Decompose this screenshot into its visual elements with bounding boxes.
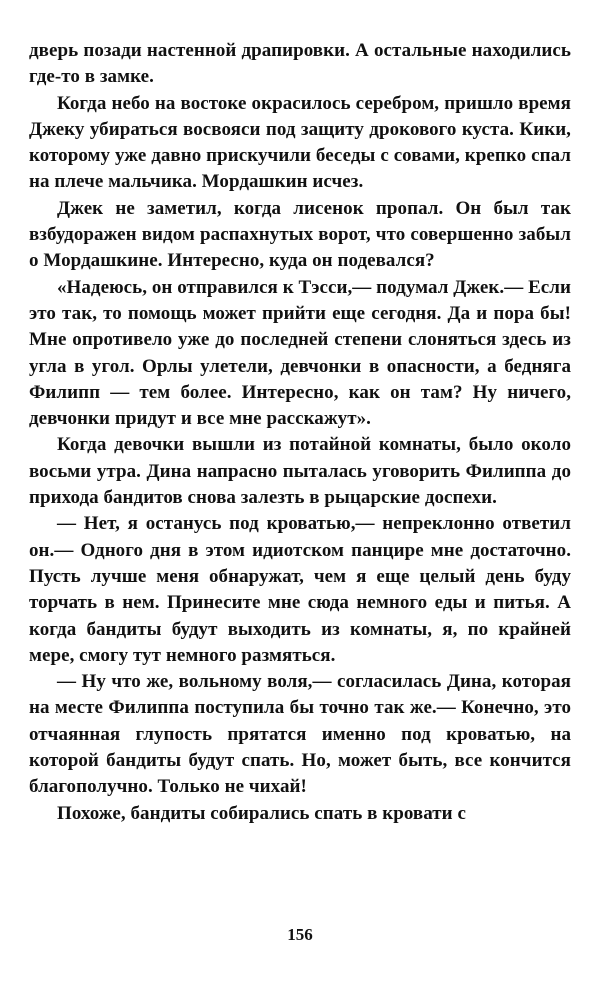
paragraph-2: Когда небо на востоке окрасилось серебром, пришло время Джеку убираться восвояси под защиту дрокового куста. Кики, которому уже давно прискучили беседы с совами, крепко спал на плече мальчика. Мордашкин исчез. (29, 92, 571, 193)
page-body (29, 38, 571, 827)
paragraph-4: «Надеюсь, он отправился к Тэсси,— подумал Джек.— Если это так, то помощь может прийти еще сегодня. Да и пора бы! Мне опротивело уже до последней степени слоняться здесь из угла в угол. Орлы улетели, девчонки в опасности, а бедняга Филипп — тем более. Интересно, как он там? Ну ничего, девчонки придут и все мне расскажут». (29, 276, 571, 430)
paragraph-7: — Ну что же, вольному воля,— согласилась Дина, которая на месте Филиппа поступила бы точно так же.— Конечно, это отчаянная глупость прятатся именно под кроватью, на которой бандиты будут спать. Но, может быть, все кончится благополучно. Только не чихай! (29, 671, 571, 798)
page-number: 156 (287, 925, 313, 944)
paragraph-5: Когда девочки вышли из потайной комнаты, было около восьми утра. Дина напрасно пыталась уговорить Филиппа до прихода бандитов снова залезть в рыцарские доспехи. (29, 434, 571, 509)
paragraph-8: Похоже, бандиты собирались спать в кровати с (57, 802, 466, 824)
paragraph-3: Джек не заметил, когда лисенок пропал. Он был так взбудоражен видом распахнутых ворот, что совершенно забыл о Мордашкине. Интересно, куда он подевался? (29, 197, 571, 272)
paragraph-6: — Нет, я останусь под кроватью,— непреклонно ответил он.— Одного дня в этом идиотском панцире мне достаточно. Пусть лучше меня обнаружат, чем я еще целый день буду торчать в нем. Принесите мне сюда немного еды и питья. А когда бандиты будут выходить из комнаты, я, по крайней мере, смогу тут немного размяться. (29, 513, 571, 666)
paragraph-1: дверь позади настенной драпировки. А остальные находились где-то в замке. (29, 40, 571, 88)
